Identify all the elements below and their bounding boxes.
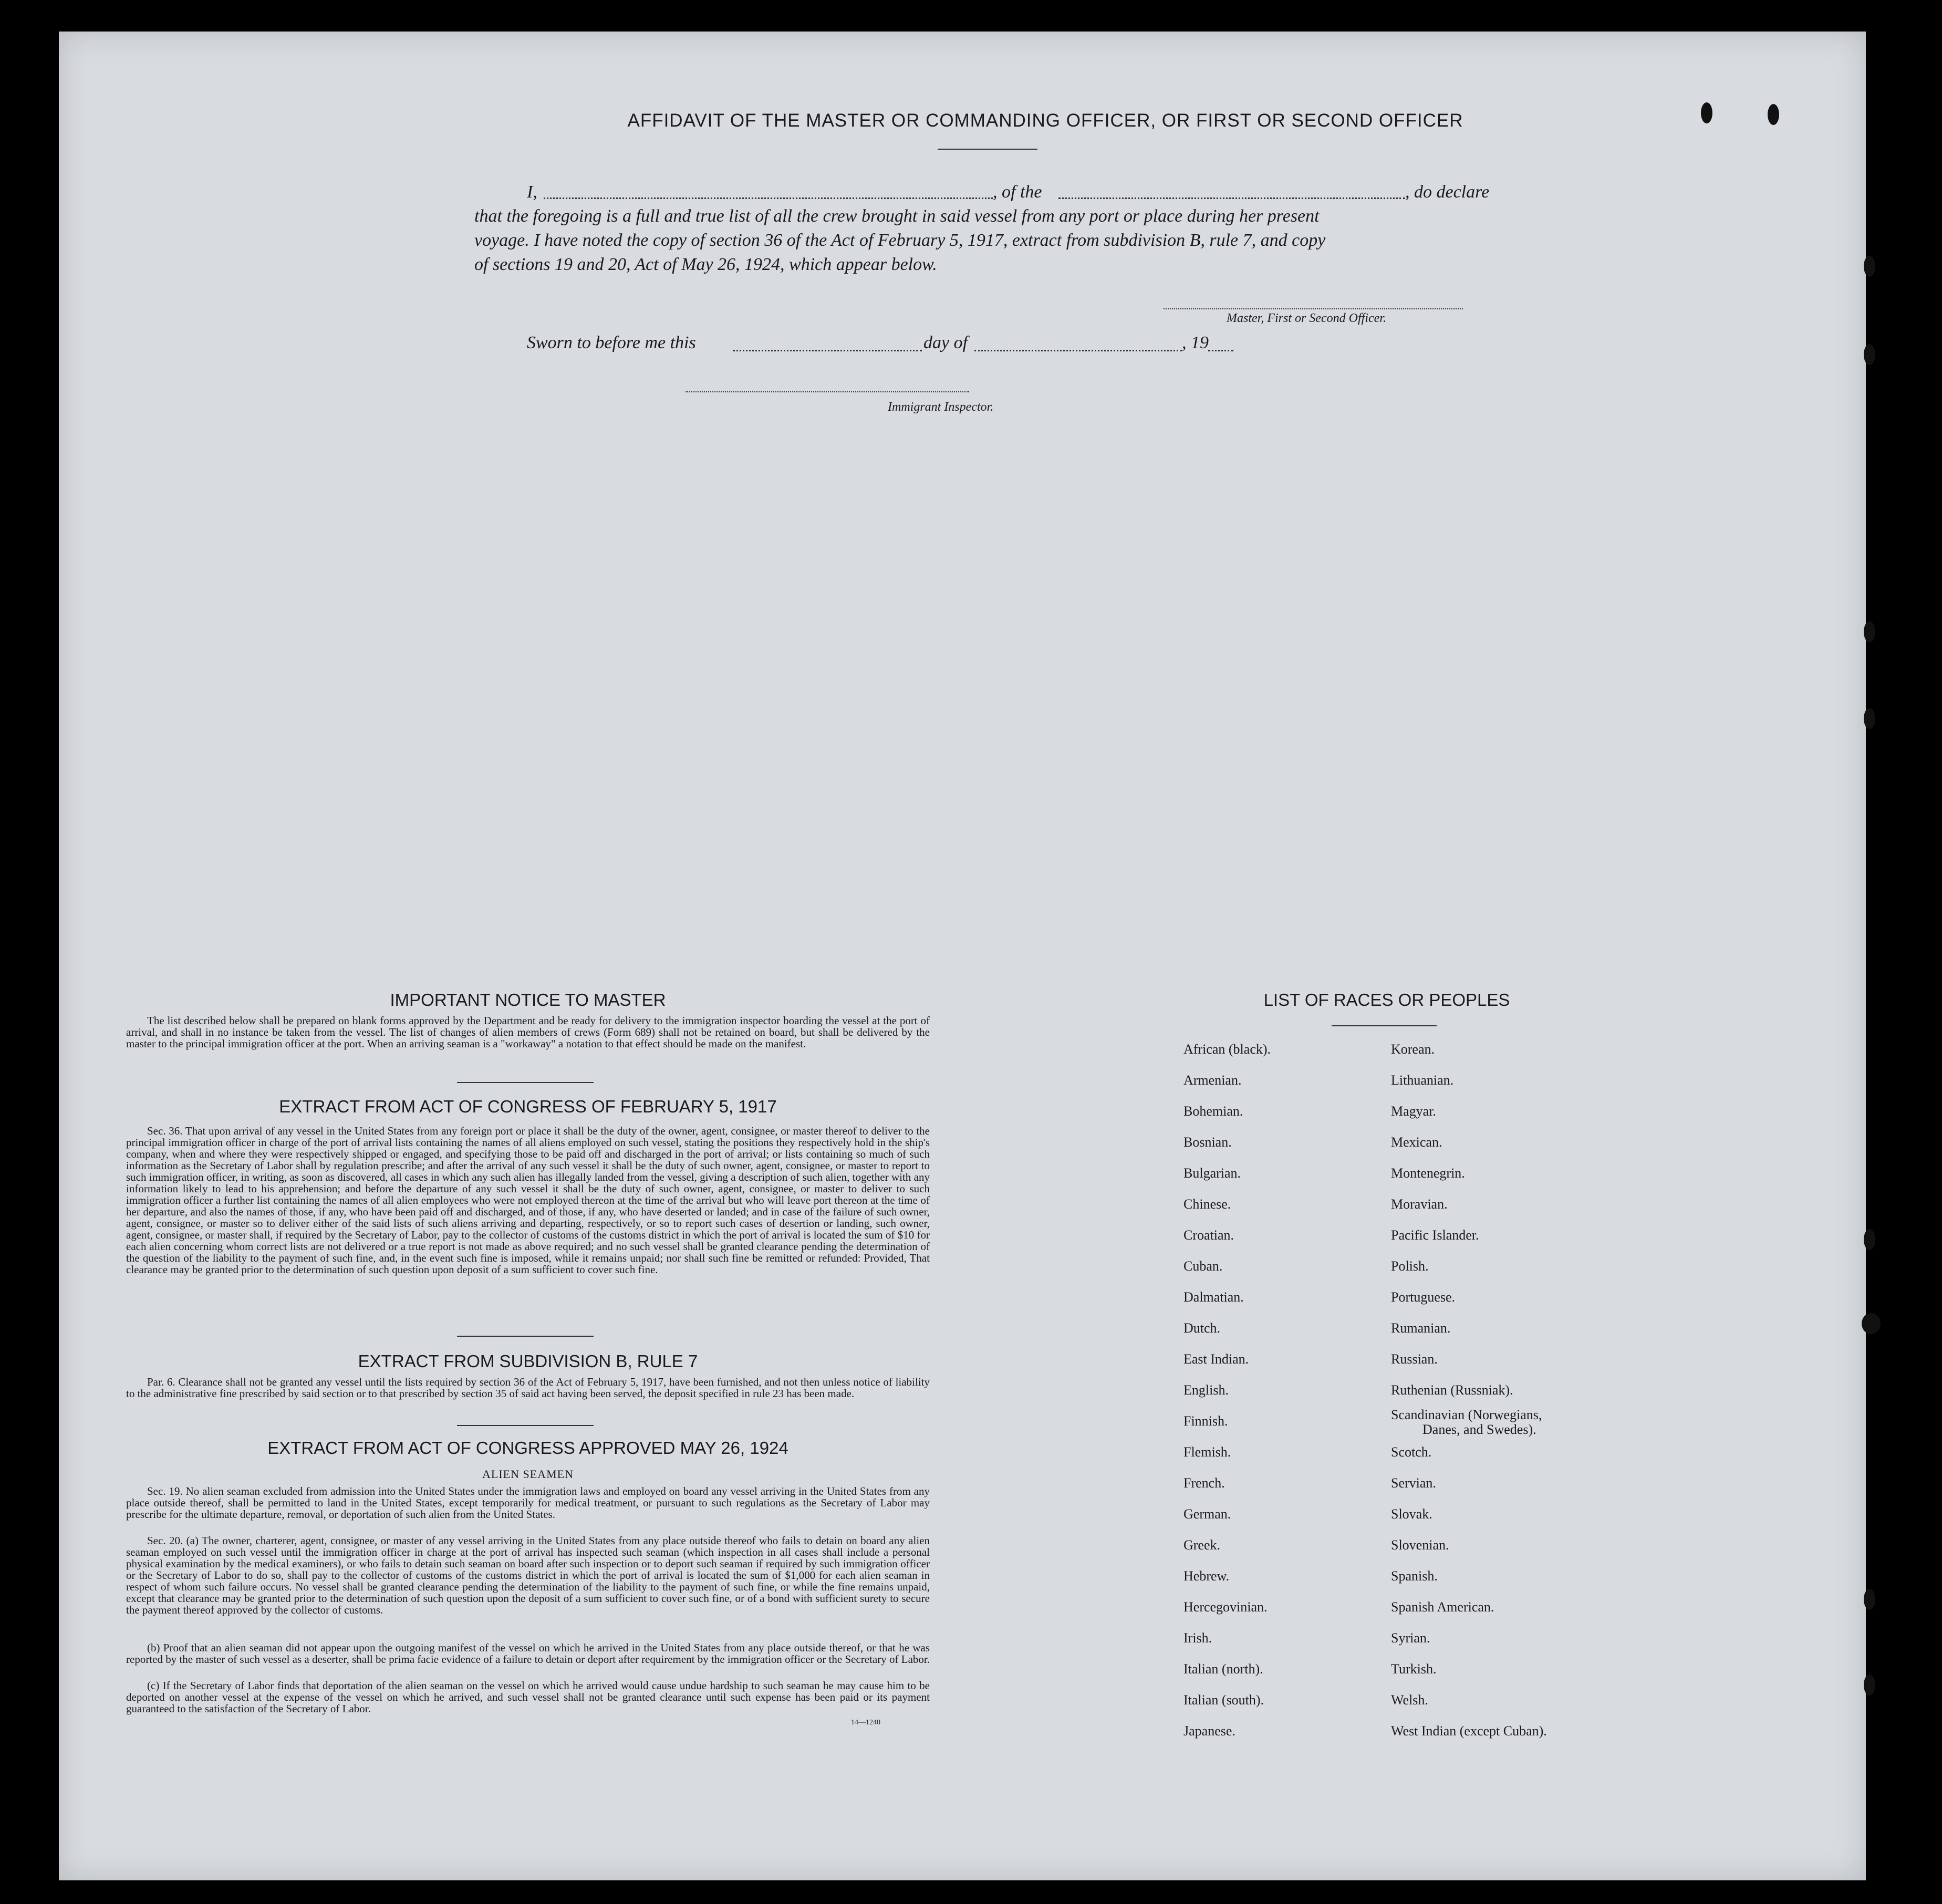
race-item: African (black).: [1183, 1042, 1271, 1057]
name-blank: [544, 197, 993, 199]
race-item: Finnish.: [1183, 1413, 1228, 1429]
affidavit-title-rule: [938, 149, 1037, 150]
affidavit-line2: that the foregoing is a full and true list of all the crew brought in said vessel from any port or place during her present: [474, 206, 1320, 226]
race-item: Hebrew.: [1183, 1568, 1230, 1584]
affidavit-line1-declare: , do declare: [1405, 182, 1490, 202]
sec20b-text: (b) Proof that an alien seaman did not appear upon the outgoing manifest of the vessel on which he arrived in the United States from any place outside thereof, or that he was reported by the master of such vessel as a deserter, shall be prima facie evidence of a failure to detain or deport after requirement by the immigration officer or the Secretary of Labor.: [126, 1641, 930, 1666]
binder-hole: [1864, 1229, 1875, 1250]
race-item: Syrian.: [1391, 1630, 1430, 1646]
binder-hole: [1864, 256, 1875, 277]
race-item: Italian (south).: [1183, 1692, 1264, 1708]
races-title-rule: [1332, 1025, 1437, 1026]
race-item: Japanese.: [1183, 1723, 1235, 1739]
race-item: Dutch.: [1183, 1320, 1221, 1336]
race-item: Bohemian.: [1183, 1104, 1243, 1119]
binder-hole: [1864, 708, 1875, 729]
race-item: Armenian.: [1183, 1073, 1242, 1088]
race-item: Slovenian.: [1391, 1537, 1449, 1553]
race-item: Montenegrin.: [1391, 1166, 1465, 1181]
binder-hole: [1864, 1589, 1875, 1610]
affidavit-line3: voyage. I have noted the copy of section 36 of the Act of February 5, 1917, extract from subdivision B, rule 7, and copy: [474, 231, 1326, 250]
notice-text: The list described below shall be prepared on blank forms approved by the Department and be ready for delivery to the immigration inspector boarding the vessel at the port of arrival, and shall in no instance be taken from the vessel. The list of changes of alien members of crews (Form 689) shall not be retained on board, but shall be delivered by the master to the principal immigration officer at the port. When an arriving seaman is a "workaway" a notation to that effect should be made on the manifest.: [126, 1014, 930, 1050]
race-item: Hercegovinian.: [1183, 1599, 1268, 1615]
race-item: Portuguese.: [1391, 1289, 1456, 1305]
rule7-rule: [457, 1425, 594, 1426]
race-item: Chinese.: [1183, 1196, 1231, 1212]
sec20c-text: (c) If the Secretary of Labor finds that deportation of the alien seaman on the vessel on which he arrived would cause undue hardship to such seaman he may cause him to be deported on another vessel at the expense of the vessel on which he arrived, and such vessel shall not be granted clearance until such expense has been paid or its payment guaranteed to the satisfaction of the Secretary of Labor.: [126, 1679, 930, 1715]
race-item: East Indian.: [1183, 1351, 1249, 1367]
extract-1924-title: EXTRACT FROM ACT OF CONGRESS APPROVED MAY 26, 1924: [267, 1438, 788, 1458]
extract-1917-title: EXTRACT FROM ACT OF CONGRESS OF FEBRUARY 5, 1917: [279, 1097, 777, 1116]
races-title: LIST OF RACES OR PEOPLES: [1263, 990, 1510, 1010]
inspector-signature-line: [686, 391, 969, 392]
race-item: Greek.: [1183, 1537, 1221, 1553]
form-number: 14—1240: [851, 1719, 880, 1726]
race-item: Welsh.: [1391, 1692, 1428, 1708]
race-item: Moravian.: [1391, 1196, 1448, 1212]
vessel-blank: [1058, 197, 1405, 199]
race-item: Cuban.: [1183, 1258, 1223, 1274]
sec20a-text: Sec. 20. (a) The owner, charterer, agent, consignee, or master of any vessel arriving in the United States from any place outside thereof who fails to detain on board any alien seaman employed on such vessel until the immigration officer in charge at the port of arrival has inspected such seaman (which inspection in all cases shall include a personal physical examination by the medical examiners), or who fails to detain such seaman on board after such inspection or to deport such seaman if required by such immigration officer or the Secretary of Labor to do so, shall pay to the collector of customs of the customs district in which the port of arrival is located the sum of $1,000 for each alien seaman in respect of whom such failure occurs. No vessel shall be granted clearance pending the determination of the liability to the payment of such fine, or while the fine remains unpaid, except that clearance may be granted prior to the determination of such question upon the deposit of a sum sufficient to cover such fine, or of a bond with sufficient surety to secure the payment thereof approved by the collector of customs.: [126, 1534, 930, 1616]
notice-title: IMPORTANT NOTICE TO MASTER: [390, 990, 666, 1010]
race-item: West Indian (except Cuban).: [1391, 1723, 1547, 1739]
notice-rule: [457, 1082, 594, 1083]
sworn-label: Sworn to before me this: [527, 333, 696, 352]
extract-1917-text: Sec. 36. That upon arrival of any vessel in the United States from any foreign port or place it shall be the duty of the owner, agent, consignee, or master thereof to deliver to the principal immigration officer in charge of the port of arrival lists containing the names of all aliens employed on such vessel, stating the positions they respectively hold in the ship's company, when and where they were respectively shipped or engaged, and specifying those to be paid off and discharged in the port of arrival; or lists containing so much of such information as the Secretary of Labor shall by regulation prescribe; and after the arrival of any such vessel it shall be the duty of such owner, agent, consignee, or master to report to such immigration officer, in writing, as soon as discovered, all cases in which any such alien has illegally landed from the vessel, giving a description of such alien, together with any information likely to lead to his apprehension; and before the departure of any such vessel it shall be the duty of such owner, agent, consignee, or master to deliver to such immigration officer a further list containing the names of all alien employees who were not employed thereon at the time of the arrival but who will leave port thereon at the time of her departure, and also the names of those, if any, who have been paid off and discharged, and of those, if any, who have deserted or landed; and in case of the failure of such owner, agent, consignee, or master so to deliver either of the said lists of such aliens arriving and departing, respectively, or so to report such cases of desertion or landing, such owner, agent, consignee, or master shall, if required by the Secretary of Labor, pay to the collector of customs of the customs district in which the port of arrival is located the sum of $10 for each alien concerning whom correct lists are not delivered or a true report is not made as above required; and no such vessel shall be granted clearance pending the determination of the question of the liability to the payment of such fine, and, in the event such fine is imposed, while it remains unpaid; nor shall such fine be remitted or refunded: Provided, That clearance may be granted prior to the determination of such question upon deposit of a sum sufficient to cover such fine.: [126, 1125, 930, 1276]
binder-hole: [1864, 1674, 1875, 1695]
sec19-text: Sec. 19. No alien seaman excluded from admission into the United States under the immigration laws and employed on board any vessel arriving in the United States from any place outside thereof, shall be permitted to land in the United States, except temporarily for medical treatment, or pursuant to such regulations as the Secretary of Labor may prescribe for the ultimate departure, removal, or deportation of such alien from the United States.: [126, 1485, 930, 1521]
sworn-day-blank: [733, 350, 922, 351]
affidavit-line1-i: I,: [527, 182, 537, 202]
race-item: Italian (north).: [1183, 1661, 1263, 1677]
race-item: Russian.: [1391, 1351, 1438, 1367]
rule7-title: EXTRACT FROM SUBDIVISION B, RULE 7: [358, 1351, 698, 1371]
race-item: German.: [1183, 1506, 1231, 1522]
race-item: Bosnian.: [1183, 1135, 1232, 1150]
binder-hole: [1768, 104, 1779, 125]
race-item: Spanish American.: [1391, 1599, 1494, 1615]
race-item: Servian.: [1391, 1475, 1436, 1491]
sworn-month-blank: [974, 350, 1182, 351]
race-item: Spanish.: [1391, 1568, 1438, 1584]
affidavit-line4: of sections 19 and 20, Act of May 26, 1924, which appear below.: [474, 255, 937, 274]
race-item: Dalmatian.: [1183, 1289, 1244, 1305]
race-item: Lithuanian.: [1391, 1073, 1454, 1088]
binder-hole: [1864, 344, 1875, 365]
alien-seamen-subtitle: ALIEN SEAMEN: [482, 1468, 574, 1481]
year-label: , 19: [1182, 333, 1209, 352]
race-item: Pacific Islander.: [1391, 1227, 1479, 1243]
race-item: Rumanian.: [1391, 1320, 1451, 1336]
inspector-caption: Immigrant Inspector.: [888, 400, 994, 414]
race-item: Irish.: [1183, 1630, 1212, 1646]
race-item: Polish.: [1391, 1258, 1429, 1274]
binder-hole: [1864, 621, 1875, 642]
race-item: Turkish.: [1391, 1661, 1437, 1677]
binder-hole: [1862, 1313, 1881, 1334]
race-item: Scotch.: [1391, 1444, 1432, 1460]
race-item: Magyar.: [1391, 1104, 1436, 1119]
race-item: Ruthenian (Russniak).: [1391, 1382, 1513, 1398]
extract-1917-rule: [457, 1336, 594, 1337]
race-item: Slovak.: [1391, 1506, 1432, 1522]
race-item-continuation: Danes, and Swedes).: [1422, 1422, 1536, 1437]
race-item: French.: [1183, 1475, 1225, 1491]
race-item: Korean.: [1391, 1042, 1435, 1057]
affidavit-title: AFFIDAVIT OF THE MASTER OR COMMANDING OFFICER, OR FIRST OR SECOND OFFICER: [627, 110, 1463, 131]
race-item: Bulgarian.: [1183, 1166, 1241, 1181]
race-item: Flemish.: [1183, 1444, 1231, 1460]
year-blank: [1208, 350, 1233, 351]
race-item: Scandinavian (Norwegians,: [1391, 1407, 1542, 1422]
rule7-text: Par. 6. Clearance shall not be granted any vessel until the lists required by section 36 of the Act of February 5, 1917, have been furnished, and not then unless notice of liability to the administrative fine prescribed by said section or to that prescribed by section 35 of said act having been served, the deposit specified in rule 23 has been made.: [126, 1376, 930, 1400]
day-of-label: day of: [923, 333, 968, 352]
master-signature-line: [1164, 308, 1463, 309]
race-item: English.: [1183, 1382, 1229, 1398]
affidavit-line1-of-the: , of the: [993, 182, 1042, 202]
master-signature-caption: Master, First or Second Officer.: [1227, 311, 1386, 325]
binder-hole: [1701, 102, 1712, 123]
race-item: Croatian.: [1183, 1227, 1234, 1243]
race-item: Mexican.: [1391, 1135, 1442, 1150]
